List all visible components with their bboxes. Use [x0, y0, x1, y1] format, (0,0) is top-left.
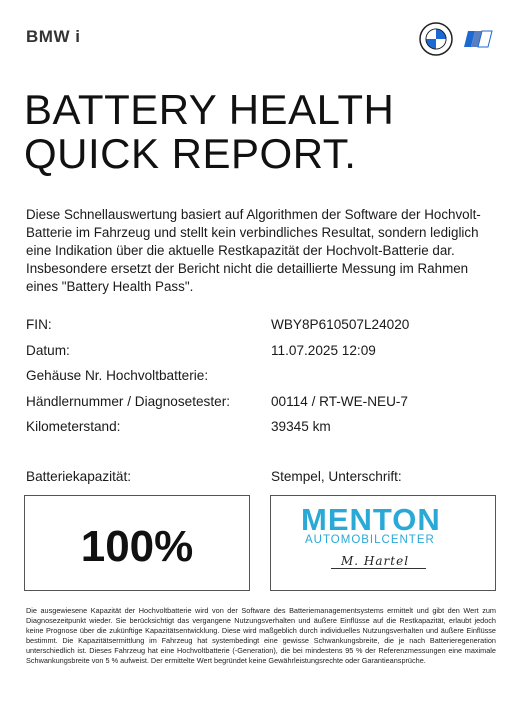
report-title [24, 88, 394, 176]
capacity-label: Batteriekapazität: [26, 469, 132, 484]
field-value: 00114 / RT-WE-NEU-7 [271, 393, 408, 409]
bmw-roundel-logo [419, 22, 453, 56]
field-mileage [26, 415, 496, 441]
signature: M. Hartel [341, 554, 410, 568]
vehicle-fields [26, 313, 496, 441]
field-label: Datum: [26, 342, 70, 358]
bmw-i-logo [462, 29, 494, 49]
capacity-value: 100% [80, 522, 194, 571]
field-fin [26, 313, 496, 339]
field-date [26, 339, 496, 365]
stamp-label: Stempel, Unterschrift: [271, 469, 402, 484]
field-label: Gehäuse Nr. Hochvoltbatterie: [26, 368, 209, 383]
field-battery-housing-number [26, 364, 496, 390]
stamp-company-subtitle: AUTOMOBILCENTER [305, 534, 435, 546]
stamp-company-name: MENTON [301, 502, 441, 537]
brand-name: BMW i [26, 27, 81, 46]
intro-paragraph: Diese Schnellauswertung basiert auf Algorithmen der Software der Hochvolt-Batterie im Fahrzeug und stellt kein verbindliches Resultat, sondern lediglich eine Indikation über die aktuelle Restkapazität der Hochvolt-Batterie dar. Insbesondere ersetzt der Bericht nicht die detaillierte Messung im Rahmen eines "Battery Health Pass". [26, 207, 481, 294]
field-value: WBY8P610507L24020 [271, 317, 410, 332]
field-value: 11.07.2025 12:09 [271, 342, 376, 358]
field-label: Kilometerstand: [26, 419, 121, 434]
stamp-box [270, 495, 496, 591]
field-label: Händlernummer / Diagnosetester: [26, 393, 230, 409]
title-line-2: QUICK REPORT. [24, 130, 357, 177]
field-value: 39345 km [271, 419, 331, 434]
field-dealer-number [26, 390, 496, 416]
disclaimer-text: Die ausgewiesene Kapazität der Hochvoltbatterie wird von der Software des Batteriemanagementsystems ermittelt und gibt den Wert zum Diagnosezeitpunkt wieder. Sie berücksichtigt das vergangene Nutzungsverhalten und äußere Einflüsse auf die Restkapazität, erlaubt jedoch keine Prognose über die zukünftige Kapazitätsentwicklung. Diese wird maßgeblich durch individuelles Nutzungsverhalten und äußere Einflüsse bestimmt. Die Kapazitätsermittlung im Fahrzeug hat systembedingt eine gewisse Schwankungsbreite, die je nach Batterieregeneration unterschiedlich ist. Dieses Fahrzeug hat eine Hochvoltbatterie (-Generation), die bei mindestens 95 % der Referenzmessungen eine maximale Schwankungsbreite von 5 % aufweist. Der ermittelte Wert begründet keine Gewährleistungsrechte oder Garantieansprüche. [26, 606, 496, 666]
capacity-box [24, 495, 250, 591]
title-line-1: BATTERY HEALTH [24, 86, 395, 133]
field-label: FIN: [26, 317, 52, 332]
signature-line [331, 568, 426, 569]
